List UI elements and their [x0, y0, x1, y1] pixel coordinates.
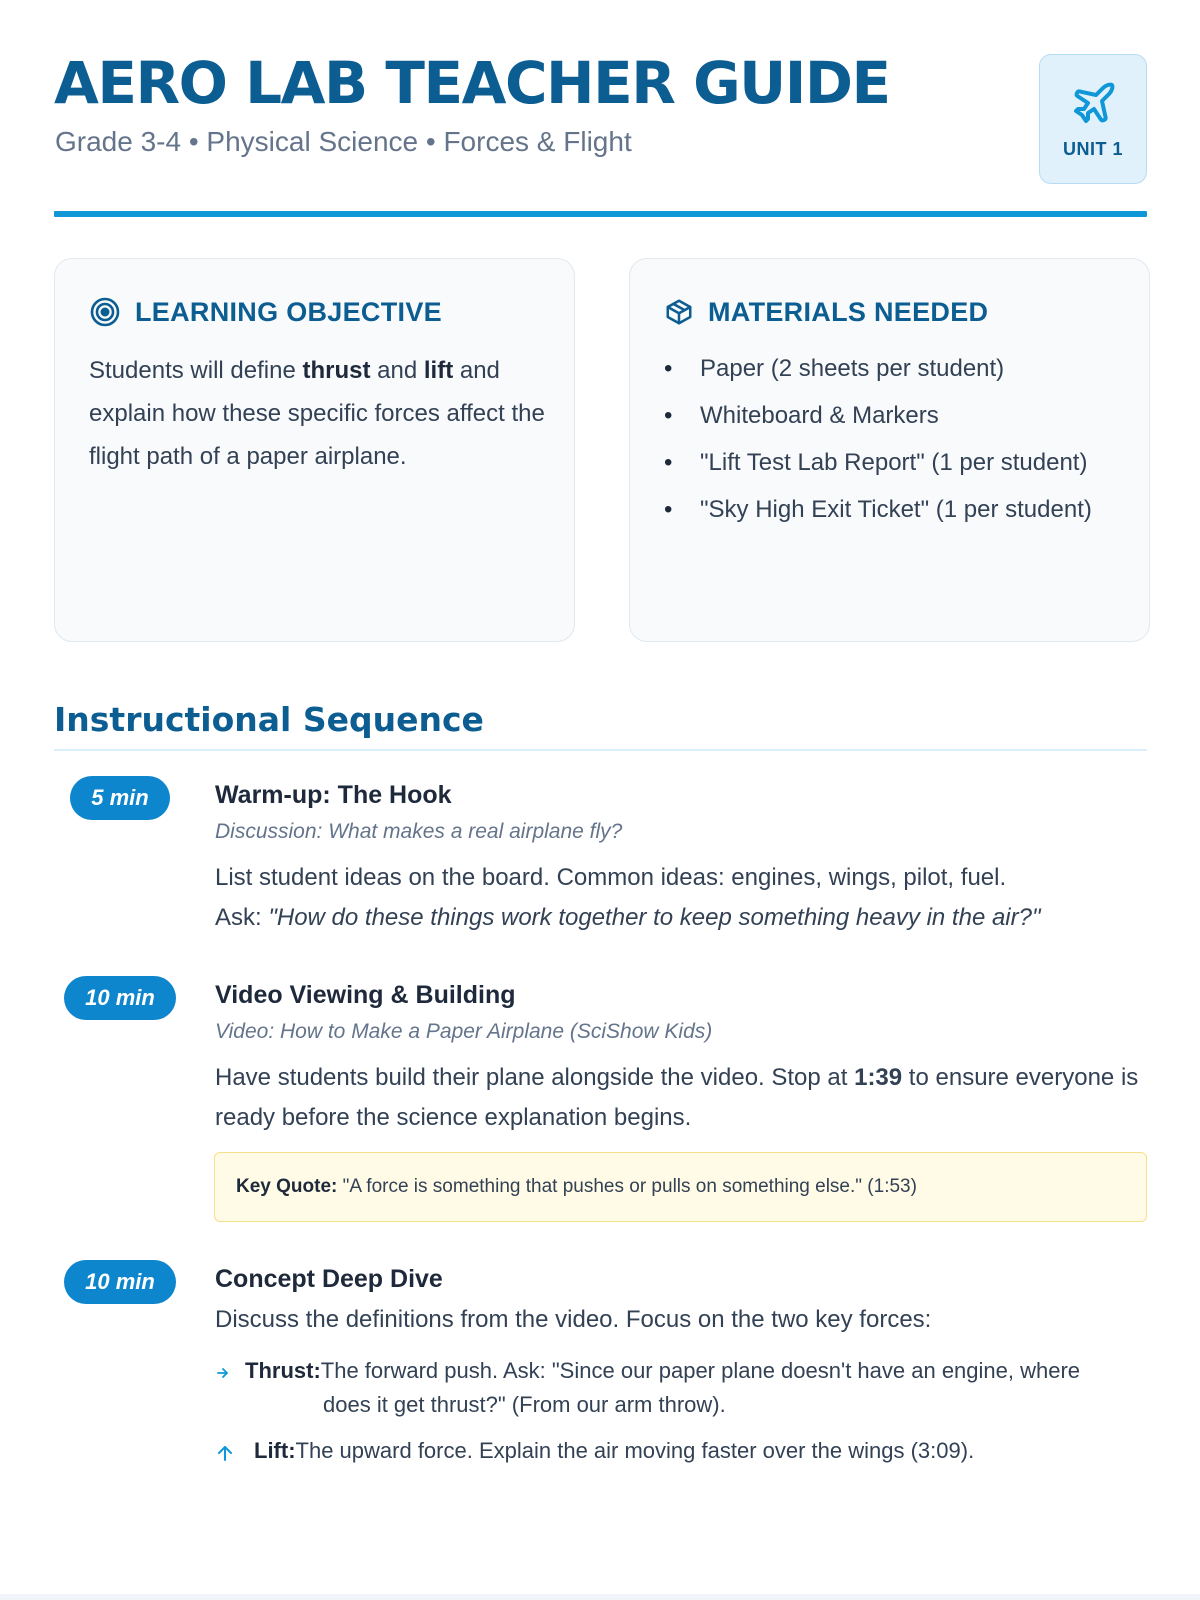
materials-heading	[664, 295, 988, 329]
box-icon	[664, 296, 694, 328]
duration-badge: 10 min	[64, 976, 176, 1020]
materials-card	[629, 258, 1150, 642]
step-title: Warm-up: The Hook	[215, 781, 452, 809]
key-quote-box	[214, 1152, 1147, 1222]
key-quote-text: Key Quote: "A force is something that pushes or pulls on something else." (1:53)	[236, 1176, 917, 1197]
duration-badge: 5 min	[70, 776, 170, 820]
step-title: Video Viewing & Building	[215, 981, 516, 1009]
force-item-lift: Lift:The upward force. Explain the air moving faster over the wings (3:09).	[215, 1434, 1145, 1468]
page-subtitle: Grade 3-4 • Physical Science • Forces & Flight	[55, 126, 632, 157]
video-stop-time: 1:39	[854, 1064, 903, 1091]
term-lift: lift	[423, 357, 454, 384]
list-item: • Paper (2 sheets per student)	[664, 355, 1005, 382]
learning-objective-heading	[89, 295, 442, 329]
step-title: Concept Deep Dive	[215, 1265, 443, 1293]
page-title: AERO LAB TEACHER GUIDE	[54, 49, 890, 117]
duration-badge: 10 min	[64, 1260, 176, 1304]
force-item-thrust: Thrust:The forward push. Ask: "Since our paper plane doesn't have an engine, where does it get thrust?" (From our arm throw).	[215, 1354, 1145, 1422]
list-item: • "Lift Test Lab Report" (1 per student)	[664, 449, 1088, 476]
list-item: • "Sky High Exit Ticket" (1 per student)	[664, 496, 1092, 523]
learning-objective-text: Students will define thrust and lift and explain how these specific forces affect the flight path of a paper airplane.	[89, 357, 545, 470]
page-footer-strip	[0, 1594, 1200, 1600]
step-subtitle: Video: How to Make a Paper Airplane (SciShow Kids)	[215, 1020, 713, 1043]
learning-objective-title: LEARNING OBJECTIVE	[135, 296, 442, 327]
airplane-icon	[1070, 79, 1118, 127]
header-divider	[54, 211, 1147, 217]
unit-label: UNIT 1	[1062, 139, 1123, 159]
section-title-instructional-sequence: Instructional Sequence	[54, 700, 484, 739]
arrow-up-icon	[215, 1443, 235, 1463]
materials-list	[664, 349, 1104, 537]
arrow-right-icon	[215, 1365, 231, 1381]
term-thrust: thrust	[302, 357, 371, 384]
learning-objective-card	[54, 258, 575, 642]
step-body: Have students build their plane alongside the video. Stop at 1:39 to ensure everyone is ready before the science explanation begins.	[215, 1064, 1139, 1131]
section-divider	[54, 749, 1147, 751]
step-body: List student ideas on the board. Common ideas: engines, wings, pilot, fuel. Ask: "How do these things work together to keep something heavy in the air?"	[215, 864, 1041, 931]
unit-badge	[1039, 54, 1147, 184]
step-intro: Discuss the definitions from the video. Focus on the two key forces:	[215, 1306, 932, 1333]
list-item: • Whiteboard & Markers	[664, 402, 939, 429]
step-subtitle: Discussion: What makes a real airplane fly?	[215, 820, 623, 843]
materials-title: MATERIALS NEEDED	[708, 296, 989, 327]
target-icon	[89, 296, 121, 328]
